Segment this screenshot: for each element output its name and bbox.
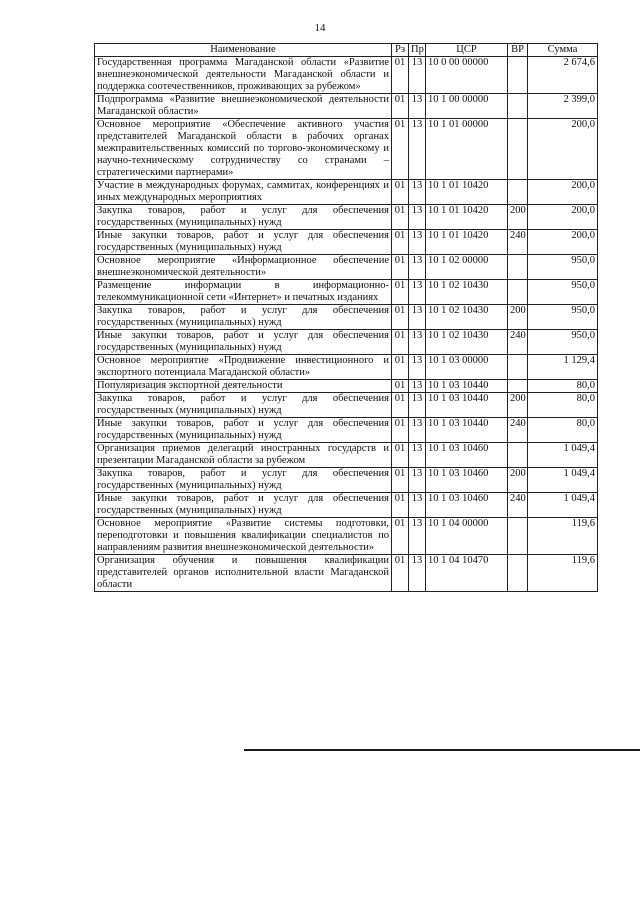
cell-rz: 01 — [392, 94, 409, 119]
cell-csr: 10 1 01 10420 — [426, 205, 508, 230]
header-name: Наименование — [95, 44, 392, 57]
cell-sum: 1 049,4 — [528, 468, 598, 493]
table-body — [95, 57, 598, 592]
table-header — [95, 44, 598, 57]
header-pr: Пр — [409, 44, 426, 57]
table-row — [95, 255, 598, 280]
cell-rz: 01 — [392, 119, 409, 180]
cell-sum: 119,6 — [528, 518, 598, 555]
header-row — [95, 44, 598, 57]
table-row — [95, 380, 598, 393]
cell-vr — [508, 380, 528, 393]
table-row — [95, 180, 598, 205]
cell-csr: 10 1 02 10430 — [426, 330, 508, 355]
cell-csr: 10 1 01 00000 — [426, 119, 508, 180]
cell-sum: 200,0 — [528, 119, 598, 180]
scan-divider-line — [244, 749, 640, 751]
table-row — [95, 443, 598, 468]
cell-name: Иные закупки товаров, работ и услуг для обеспечения государственных (муниципальных) нужд — [95, 330, 392, 355]
cell-pr: 13 — [409, 518, 426, 555]
cell-pr: 13 — [409, 255, 426, 280]
cell-csr: 10 1 01 10420 — [426, 230, 508, 255]
cell-name: Закупка товаров, работ и услуг для обеспечения государственных (муниципальных) нужд — [95, 393, 392, 418]
cell-pr: 13 — [409, 418, 426, 443]
cell-rz: 01 — [392, 380, 409, 393]
cell-rz: 01 — [392, 205, 409, 230]
cell-pr: 13 — [409, 555, 426, 592]
cell-name: Основное мероприятие «Развитие системы подготовки, переподготовки и повышения квалификации специалистов по направлениям развития внешнеэкономической деятельности» — [95, 518, 392, 555]
cell-csr: 10 1 01 10420 — [426, 180, 508, 205]
table-row — [95, 393, 598, 418]
cell-pr: 13 — [409, 205, 426, 230]
table-row — [95, 205, 598, 230]
cell-sum: 2 674,6 — [528, 57, 598, 94]
cell-name: Основное мероприятие «Обеспечение активного участия представителей Магаданской области в рабочих органах межправительственных комиссий по торгово-экономическому и научно-техническому сотрудничеству со странами – стратегическими партнерами» — [95, 119, 392, 180]
cell-pr: 13 — [409, 119, 426, 180]
cell-vr: 200 — [508, 305, 528, 330]
cell-rz: 01 — [392, 555, 409, 592]
cell-name: Закупка товаров, работ и услуг для обеспечения государственных (муниципальных) нужд — [95, 205, 392, 230]
cell-sum: 1 049,4 — [528, 443, 598, 468]
cell-pr: 13 — [409, 493, 426, 518]
cell-pr: 13 — [409, 443, 426, 468]
cell-pr: 13 — [409, 355, 426, 380]
cell-csr: 10 1 02 10430 — [426, 280, 508, 305]
table-row — [95, 493, 598, 518]
table-row — [95, 230, 598, 255]
cell-name: Государственная программа Магаданской области «Развитие внешнеэкономической деятельности Магаданской области и поддержка соотечественников, проживающих за рубежом» — [95, 57, 392, 94]
cell-sum: 1 049,4 — [528, 493, 598, 518]
cell-sum: 950,0 — [528, 305, 598, 330]
cell-vr — [508, 180, 528, 205]
cell-sum: 1 129,4 — [528, 355, 598, 380]
cell-name: Популяризация экспортной деятельности — [95, 380, 392, 393]
cell-name: Основное мероприятие «Информационное обеспечение внешнеэкономической деятельности» — [95, 255, 392, 280]
cell-pr: 13 — [409, 393, 426, 418]
cell-sum: 80,0 — [528, 418, 598, 443]
table-row — [95, 280, 598, 305]
header-sum: Сумма — [528, 44, 598, 57]
cell-pr: 13 — [409, 94, 426, 119]
cell-name: Иные закупки товаров, работ и услуг для обеспечения государственных (муниципальных) нужд — [95, 230, 392, 255]
cell-csr: 10 0 00 00000 — [426, 57, 508, 94]
cell-rz: 01 — [392, 305, 409, 330]
cell-csr: 10 1 00 00000 — [426, 94, 508, 119]
cell-pr: 13 — [409, 305, 426, 330]
table-row — [95, 518, 598, 555]
cell-rz: 01 — [392, 255, 409, 280]
cell-csr: 10 1 03 10460 — [426, 468, 508, 493]
cell-vr: 240 — [508, 418, 528, 443]
cell-vr — [508, 119, 528, 180]
cell-name: Иные закупки товаров, работ и услуг для обеспечения государственных (муниципальных) нужд — [95, 493, 392, 518]
cell-vr — [508, 57, 528, 94]
cell-sum: 80,0 — [528, 393, 598, 418]
cell-vr: 240 — [508, 230, 528, 255]
cell-pr: 13 — [409, 280, 426, 305]
table-row — [95, 94, 598, 119]
cell-rz: 01 — [392, 418, 409, 443]
cell-csr: 10 1 04 10470 — [426, 555, 508, 592]
cell-rz: 01 — [392, 230, 409, 255]
cell-name: Основное мероприятие «Продвижение инвестиционного и экспортного потенциала Магаданской области» — [95, 355, 392, 380]
cell-vr — [508, 518, 528, 555]
header-csr: ЦСР — [426, 44, 508, 57]
cell-csr: 10 1 02 00000 — [426, 255, 508, 280]
cell-name: Подпрограмма «Развитие внешнеэкономической деятельности Магаданской области» — [95, 94, 392, 119]
header-vr: ВР — [508, 44, 528, 57]
cell-name: Участие в международных форумах, саммитах, конференциях и иных международных мероприятиях — [95, 180, 392, 205]
cell-vr: 240 — [508, 493, 528, 518]
cell-vr: 200 — [508, 468, 528, 493]
cell-name: Закупка товаров, работ и услуг для обеспечения государственных (муниципальных) нужд — [95, 468, 392, 493]
cell-pr: 13 — [409, 468, 426, 493]
cell-sum: 950,0 — [528, 330, 598, 355]
cell-pr: 13 — [409, 230, 426, 255]
cell-name: Иные закупки товаров, работ и услуг для обеспечения государственных (муниципальных) нужд — [95, 418, 392, 443]
cell-csr: 10 1 03 10440 — [426, 418, 508, 443]
table-row — [95, 418, 598, 443]
cell-csr: 10 1 04 00000 — [426, 518, 508, 555]
cell-vr — [508, 355, 528, 380]
table-row — [95, 305, 598, 330]
cell-rz: 01 — [392, 443, 409, 468]
cell-sum: 200,0 — [528, 180, 598, 205]
table-row — [95, 555, 598, 592]
cell-rz: 01 — [392, 57, 409, 94]
cell-rz: 01 — [392, 493, 409, 518]
table-row — [95, 119, 598, 180]
page-number: 14 — [314, 22, 326, 34]
cell-rz: 01 — [392, 280, 409, 305]
table-row — [95, 355, 598, 380]
cell-csr: 10 1 03 10440 — [426, 380, 508, 393]
cell-rz: 01 — [392, 355, 409, 380]
cell-sum: 2 399,0 — [528, 94, 598, 119]
cell-name: Организация обучения и повышения квалификации представителей органов исполнительной власти Магаданской области — [95, 555, 392, 592]
cell-csr: 10 1 03 10460 — [426, 493, 508, 518]
cell-sum: 200,0 — [528, 230, 598, 255]
cell-name: Размещение информации в информационно-телекоммуникационной сети «Интернет» и печатных изданиях — [95, 280, 392, 305]
cell-csr: 10 1 03 10440 — [426, 393, 508, 418]
table-row — [95, 330, 598, 355]
cell-pr: 13 — [409, 180, 426, 205]
cell-sum: 950,0 — [528, 280, 598, 305]
cell-rz: 01 — [392, 518, 409, 555]
cell-sum: 200,0 — [528, 205, 598, 230]
cell-pr: 13 — [409, 57, 426, 94]
cell-sum: 119,6 — [528, 555, 598, 592]
cell-rz: 01 — [392, 330, 409, 355]
cell-sum: 950,0 — [528, 255, 598, 280]
cell-rz: 01 — [392, 468, 409, 493]
cell-vr — [508, 443, 528, 468]
cell-vr: 200 — [508, 205, 528, 230]
budget-table — [94, 43, 598, 592]
cell-vr: 200 — [508, 393, 528, 418]
cell-name: Закупка товаров, работ и услуг для обеспечения государственных (муниципальных) нужд — [95, 305, 392, 330]
cell-rz: 01 — [392, 180, 409, 205]
cell-pr: 13 — [409, 380, 426, 393]
cell-csr: 10 1 03 00000 — [426, 355, 508, 380]
cell-csr: 10 1 03 10460 — [426, 443, 508, 468]
header-rz: Рз — [392, 44, 409, 57]
cell-vr — [508, 555, 528, 592]
cell-vr — [508, 280, 528, 305]
cell-vr — [508, 94, 528, 119]
cell-csr: 10 1 02 10430 — [426, 305, 508, 330]
cell-sum: 80,0 — [528, 380, 598, 393]
cell-name: Организация приемов делегаций иностранных государств и презентации Магаданской области за рубежом — [95, 443, 392, 468]
cell-vr: 240 — [508, 330, 528, 355]
cell-rz: 01 — [392, 393, 409, 418]
cell-pr: 13 — [409, 330, 426, 355]
table-row — [95, 57, 598, 94]
table-row — [95, 468, 598, 493]
cell-vr — [508, 255, 528, 280]
